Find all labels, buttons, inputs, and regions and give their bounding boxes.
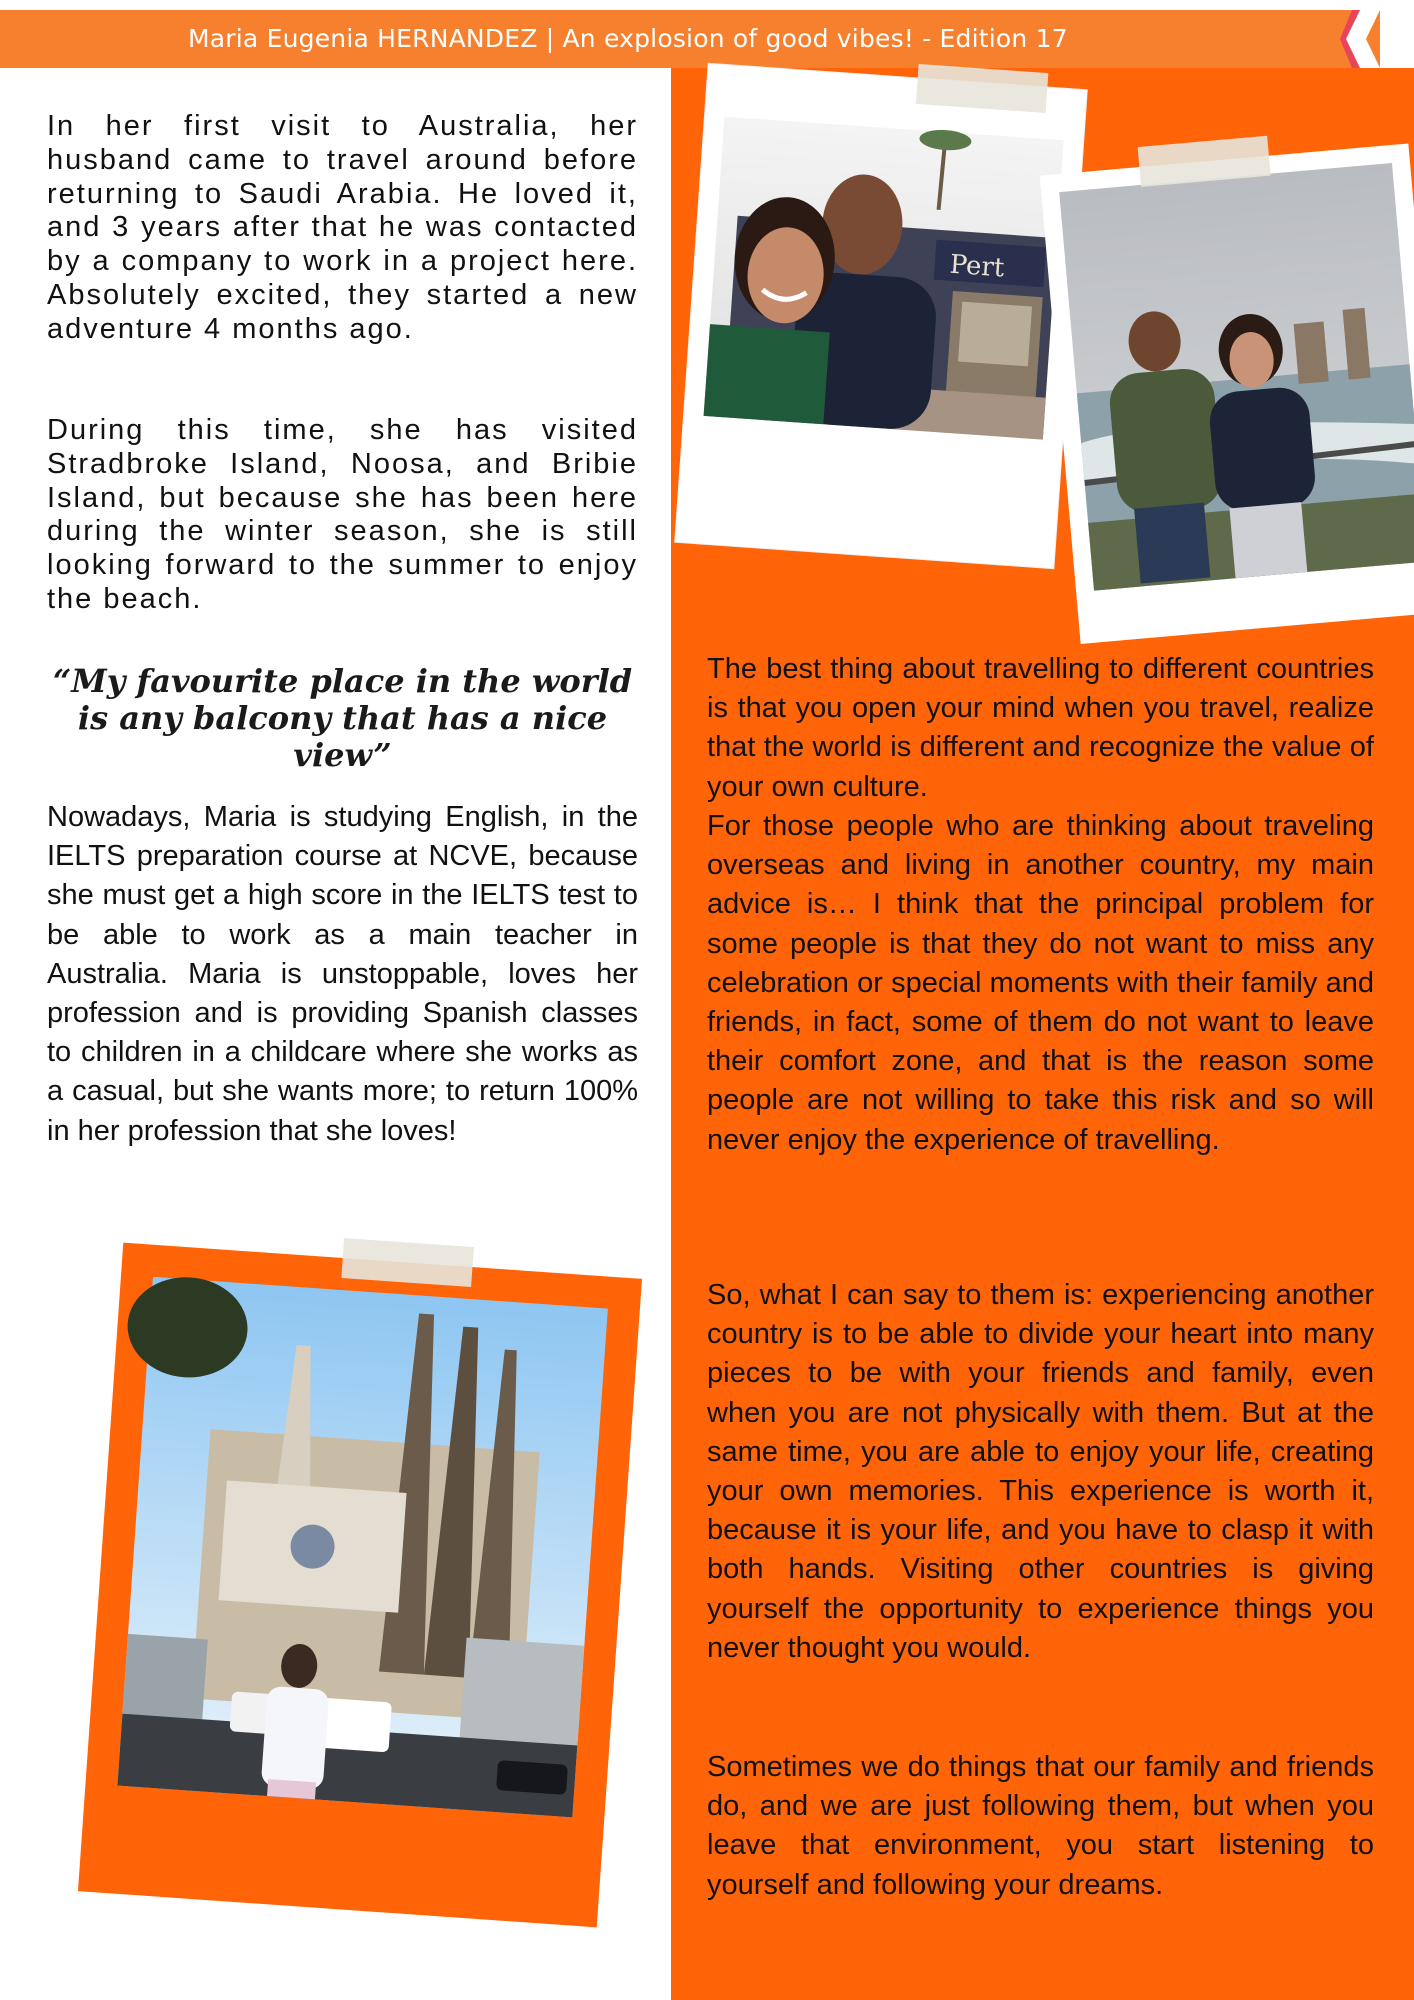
pull-quote: “My favourite place in the world is any balcony that has a nice view” [52,662,633,774]
right-paragraph-4: Sometimes we do things that our family and friends do, and we are just following them, but when you leave that environment, you start listening to yourself and following your dreams. [707,1751,1374,1901]
header-notch-icon [1340,10,1380,68]
photo-sign-text: Pert [948,249,1006,284]
photo-sagrada-familia [70,1230,650,1940]
header-title: Maria Eugenia HERNANDEZ | An explosion of good vibes! - Edition 17 [188,24,1068,53]
left-paragraph-3: Nowadays, Maria is studying English, in the IELTS preparation course at NCVE, because she must get a high score in the IELTS test to be able to work as a main teacher in Australia. Maria is unstoppable, loves her profession and is providing Spanish classes to children in a childcare where she works as a casual, but she wants more; to return 100% in her profession that she loves! [47,801,638,1147]
right-paragraph-1: The best thing about travelling to different countries is that you open your mind when you travel, realize that the world is different and recognize the value of your own culture. [707,653,1374,803]
left-paragraph-1: In her first visit to Australia, her husband came to travel around before returning to Saudi Arabia. He loved it, and 3 years after that he was contacted by a company to work in a project here. Absolutely excited, they started a new adventure 4 months ago. [47,110,638,345]
photo-couple-selfie [671,56,1091,576]
photo-couple-coast [1040,130,1414,660]
left-paragraph-2: During this time, she has visited Stradbroke Island, Noosa, and Bribie Island, but because she has been here during the winter season, she is still looking forward to the summer to enjoy the beach. [47,414,638,615]
right-paragraph-2: For those people who are thinking about traveling overseas and living in another country, my main advice is… I think that the principal problem for some people is that they do not want to miss any celebration or special moments with their family and friends, in fact, some of them do not want to leave their comfort zone, and that is the reason some people are not willing to take this risk and so will never enjoy the experience of travelling. [707,810,1374,1156]
right-paragraph-3: So, what I can say to them is: experiencing another country is to be able to divide your heart into many pieces to be with your friends and family, even when you are not physically with them. But at the same time, you are able to enjoy your life, creating your own memories. This experience is worth it, because it is your life, and you have to clasp it with both hands. Visiting other countries is giving yourself the opportunity to experience things you never thought you would. [707,1279,1374,1664]
